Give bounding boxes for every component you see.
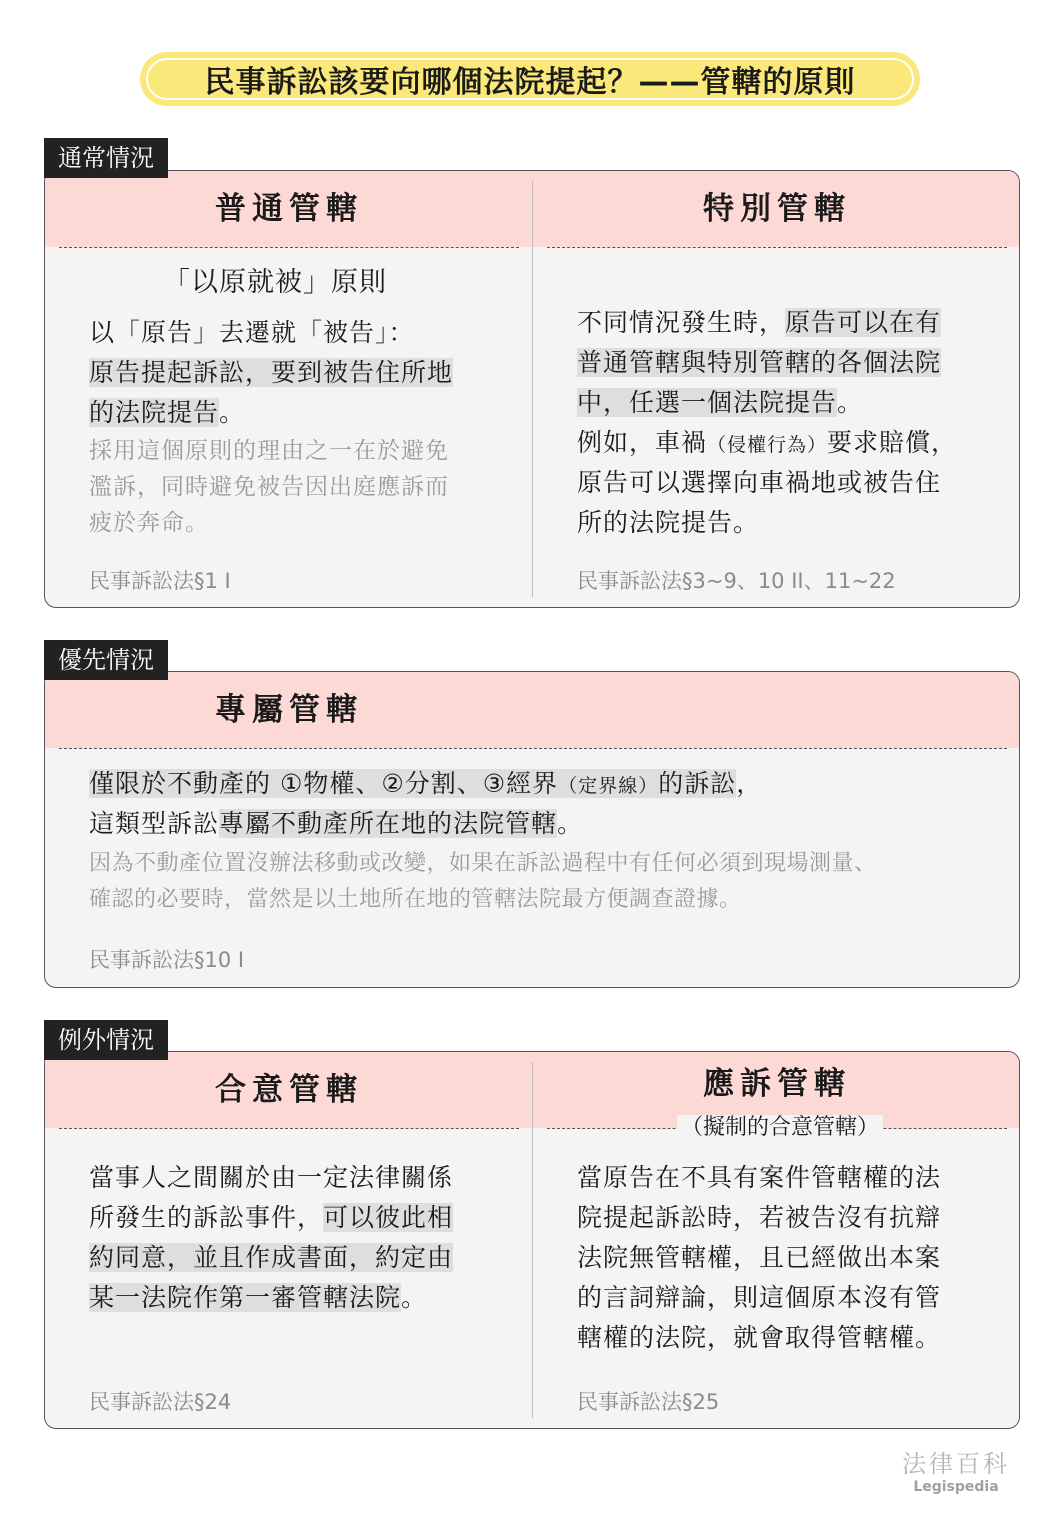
dashed-line-right <box>547 247 1007 248</box>
heading-exclusive-jurisdiction: 專屬管轄 <box>215 692 363 728</box>
special-line-1 <box>577 303 941 343</box>
general-highlight-1: 原告提起訴訟，要到被告住所地 <box>89 358 454 387</box>
general-note-1: 採用這個原則的理由之一在於避免 <box>89 438 449 464</box>
column-divider <box>532 181 533 597</box>
exclusive-highlight-1 <box>89 769 736 798</box>
general-line-3-end: 。 <box>219 398 246 427</box>
heading-agreed-jurisdiction: 合意管轄 <box>215 1072 363 1108</box>
citation-agreed: 民事訴訟法§24 <box>89 1390 232 1414</box>
special-highlight-2: 普通管轄與特別管轄的各個法院 <box>577 348 942 377</box>
responsive-line-4: 的言詞辯論，則這個原本沒有管 <box>577 1283 942 1312</box>
general-highlight-2: 的法院提告 <box>89 398 220 427</box>
section-tag-normal: 通常情況 <box>44 138 168 178</box>
exclusive-highlight-1-b: 的訴訟 <box>658 769 737 798</box>
page-title: 民事訴訟該要向哪個法院提起？——管轄的原則 <box>146 58 914 100</box>
special-line-1-a: 不同情況發生時， <box>577 308 786 337</box>
title-banner <box>140 52 920 106</box>
responsive-line-2: 院提起訴訟時，若被告沒有抗辯 <box>577 1203 942 1232</box>
general-line-3 <box>89 393 245 433</box>
agreed-line-4-end: 。 <box>401 1283 428 1312</box>
subheading-deemed-agreement-text: （擬制的合意管轄） <box>677 1115 883 1140</box>
exclusive-note-2: 確認的必要時，當然是以土地所在地的管轄法院最方便調查證據。 <box>89 887 742 912</box>
citation-general: 民事訴訟法§1 I <box>89 569 231 593</box>
section-tag-exception: 例外情況 <box>44 1020 168 1060</box>
heading-responsive-jurisdiction: 應訴管轄 <box>703 1066 851 1102</box>
exclusive-line-1-small: （定界線） <box>558 775 659 797</box>
exclusive-line-2-a: 這類型訴訟 <box>89 809 220 838</box>
panel-exception <box>44 1051 1020 1429</box>
special-line-5: 原告可以選擇向車禍地或被告住 <box>577 468 942 497</box>
heading-special-jurisdiction: 特別管轄 <box>703 191 851 227</box>
special-line-4-b: 要求賠償， <box>827 428 958 457</box>
responsive-line-5: 轄權的法院，就會取得管轄權。 <box>577 1323 942 1352</box>
section-tag-priority: 優先情況 <box>44 640 168 680</box>
legispedia-logo <box>902 1444 1010 1495</box>
special-line-3-end: 。 <box>837 388 864 417</box>
principle-label: 「以原就被」原則 <box>163 267 387 298</box>
agreed-line-3 <box>89 1238 453 1278</box>
responsive-line-3: 法院無管轄權，且已經做出本案 <box>577 1243 942 1272</box>
exclusive-line-1-end: ， <box>736 769 763 798</box>
citation-responsive: 民事訴訟法§25 <box>577 1390 720 1414</box>
general-line-1: 以「原告」去遷就「被告」： <box>89 318 415 347</box>
exclusive-line-1 <box>89 764 762 806</box>
special-line-4 <box>577 423 957 465</box>
agreed-line-2 <box>89 1198 453 1238</box>
special-line-3 <box>577 383 863 423</box>
exclusive-line-2 <box>89 804 583 844</box>
special-line-4-a: 例如，車禍 <box>577 428 708 457</box>
citation-special: 民事訴訟法§3~9、10 II、11~22 <box>577 569 896 593</box>
logo-text-cn: 法律百科 <box>902 1450 1010 1478</box>
panel-priority <box>44 671 1020 988</box>
exclusive-note-1: 因為不動產位置沒辦法移動或改變，如果在訴訟過程中有任何必須到現場測量、 <box>89 851 877 876</box>
agreed-highlight-1: 可以彼此相 <box>323 1203 454 1232</box>
special-line-4-small: （侵權行為） <box>707 434 828 456</box>
citation-exclusive: 民事訴訟法§10 I <box>89 948 245 972</box>
general-note-3: 疲於奔命。 <box>89 510 209 536</box>
general-line-2 <box>89 353 453 393</box>
dashed-line-priority <box>59 748 1007 749</box>
special-highlight-3: 中，任選一個法院提告 <box>577 388 838 417</box>
agreed-line-4 <box>89 1278 427 1318</box>
exclusive-line-2-end: 。 <box>557 809 584 838</box>
general-note-2: 濫訴，同時避免被告因出庭應訴而 <box>89 474 449 500</box>
panel-normal <box>44 170 1020 608</box>
heading-general-jurisdiction: 普通管轄 <box>215 191 363 227</box>
exclusive-highlight-2: 專屬不動產所在地的法院管轄 <box>219 809 558 838</box>
agreed-line-2-a: 所發生的訴訟事件， <box>89 1203 324 1232</box>
subheading-deemed-agreement <box>673 1114 887 1142</box>
column-divider-exception <box>532 1062 533 1418</box>
exclusive-highlight-1-a: 僅限於不動產的 ①物權、②分割、③經界 <box>89 769 559 798</box>
dashed-line-left <box>59 247 519 248</box>
agreed-line-1: 當事人之間關於由一定法律關係 <box>89 1163 454 1192</box>
logo-text-en: Legispedia <box>913 1479 999 1495</box>
agreed-highlight-3: 某一法院作第一審管轄法院 <box>89 1283 402 1312</box>
special-highlight-1: 原告可以在有 <box>785 308 942 337</box>
responsive-line-1: 當原告在不具有案件管轄權的法 <box>577 1163 942 1192</box>
agreed-highlight-2: 約同意，並且作成書面，約定由 <box>89 1243 454 1272</box>
special-line-6: 所的法院提告。 <box>577 508 760 537</box>
dashed-line-left-exception <box>59 1128 519 1129</box>
special-line-2 <box>577 343 941 383</box>
